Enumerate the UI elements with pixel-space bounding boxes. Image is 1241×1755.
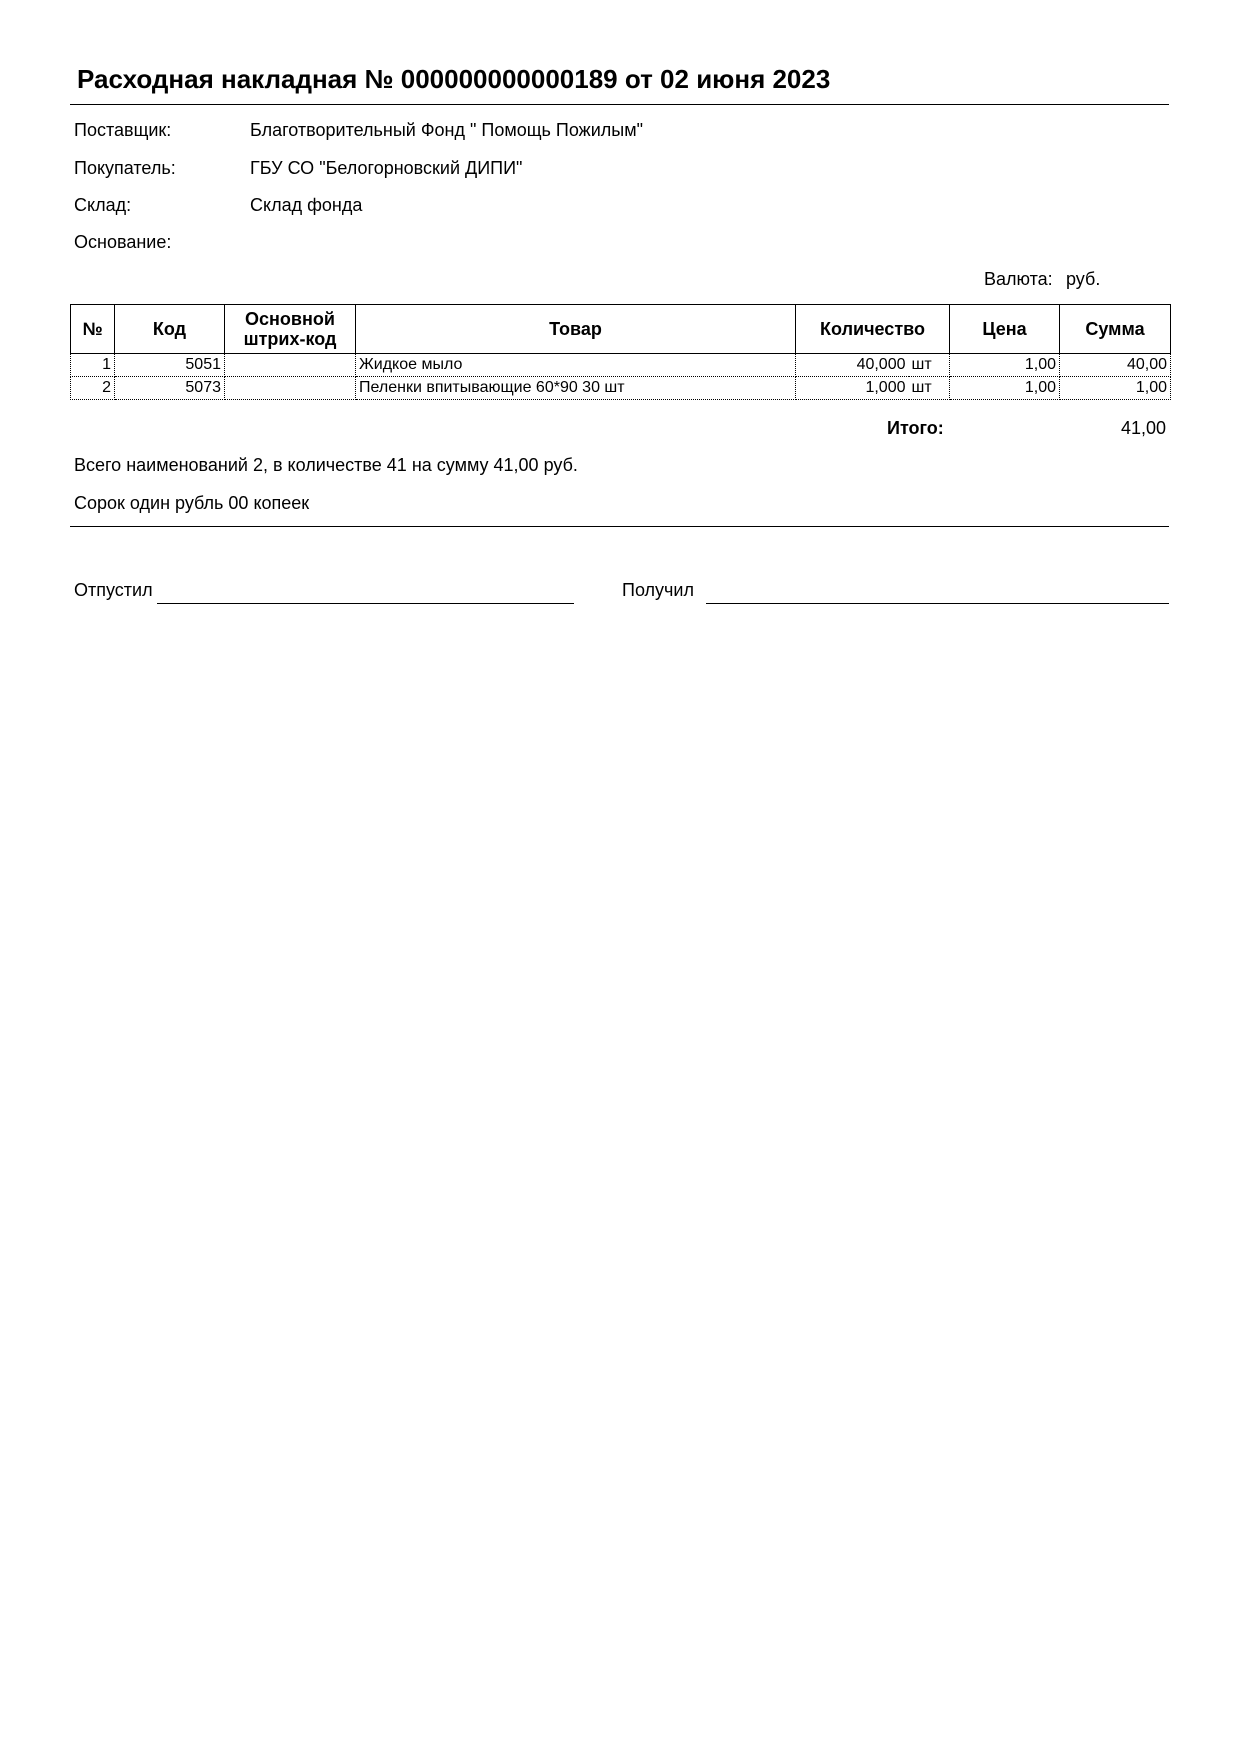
totals-summary: Всего наименований 2, в количестве 41 на сумму 41,00 руб. — [74, 455, 578, 475]
header-sum: Сумма — [1060, 305, 1171, 354]
supplier-label: Поставщик: — [74, 120, 172, 140]
items-table — [70, 304, 1171, 400]
header-barcode — [225, 305, 356, 354]
row-barcode — [225, 354, 356, 377]
header-quantity: Количество — [796, 305, 950, 354]
row-price: 1,00 — [950, 377, 1060, 400]
header-num: № — [71, 305, 115, 354]
title-divider — [70, 104, 1169, 105]
total-value: 41,00 — [1120, 418, 1166, 438]
warehouse-label: Склад: — [74, 195, 132, 215]
released-signature-line — [157, 603, 574, 604]
received-signature-line — [706, 603, 1169, 604]
row-product: Пеленки впитывающие 60*90 30 шт — [356, 377, 796, 400]
buyer-value: ГБУ СО "Белогорновский ДИПИ" — [250, 158, 523, 178]
row-barcode — [225, 377, 356, 400]
row-code: 5073 — [115, 377, 225, 400]
table-row — [71, 377, 1171, 400]
received-label: Получил — [622, 580, 694, 600]
row-num: 2 — [71, 377, 115, 400]
row-unit: шт — [909, 354, 950, 377]
row-unit: шт — [909, 377, 950, 400]
released-label: Отпустил — [74, 580, 153, 600]
row-num: 1 — [71, 354, 115, 377]
total-in-words: Сорок один рубль 00 копеек — [74, 493, 310, 513]
row-sum: 40,00 — [1060, 354, 1171, 377]
header-barcode-line1: Основной — [245, 309, 335, 329]
row-price: 1,00 — [950, 354, 1060, 377]
basis-label: Основание: — [74, 232, 172, 252]
header-product: Товар — [356, 305, 796, 354]
header-price: Цена — [950, 305, 1060, 354]
currency-label: Валюта: — [984, 269, 1053, 289]
buyer-label: Покупатель: — [74, 158, 176, 178]
header-code: Код — [115, 305, 225, 354]
document-title: Расходная накладная № 000000000000189 от 02 июня 2023 — [77, 64, 831, 94]
supplier-value: Благотворительный Фонд " Помощь Пожилым" — [250, 120, 643, 140]
currency-value: руб. — [1066, 269, 1101, 289]
row-qty: 1,000 — [796, 377, 909, 400]
warehouse-value: Склад фонда — [250, 195, 363, 215]
table-row — [71, 354, 1171, 377]
table-header-row — [71, 305, 1171, 354]
summary-divider — [70, 526, 1169, 527]
row-product: Жидкое мыло — [356, 354, 796, 377]
total-label: Итого: — [887, 418, 944, 438]
header-barcode-line2: штрих-код — [243, 329, 337, 349]
row-code: 5051 — [115, 354, 225, 377]
row-qty: 40,000 — [796, 354, 909, 377]
row-sum: 1,00 — [1060, 377, 1171, 400]
